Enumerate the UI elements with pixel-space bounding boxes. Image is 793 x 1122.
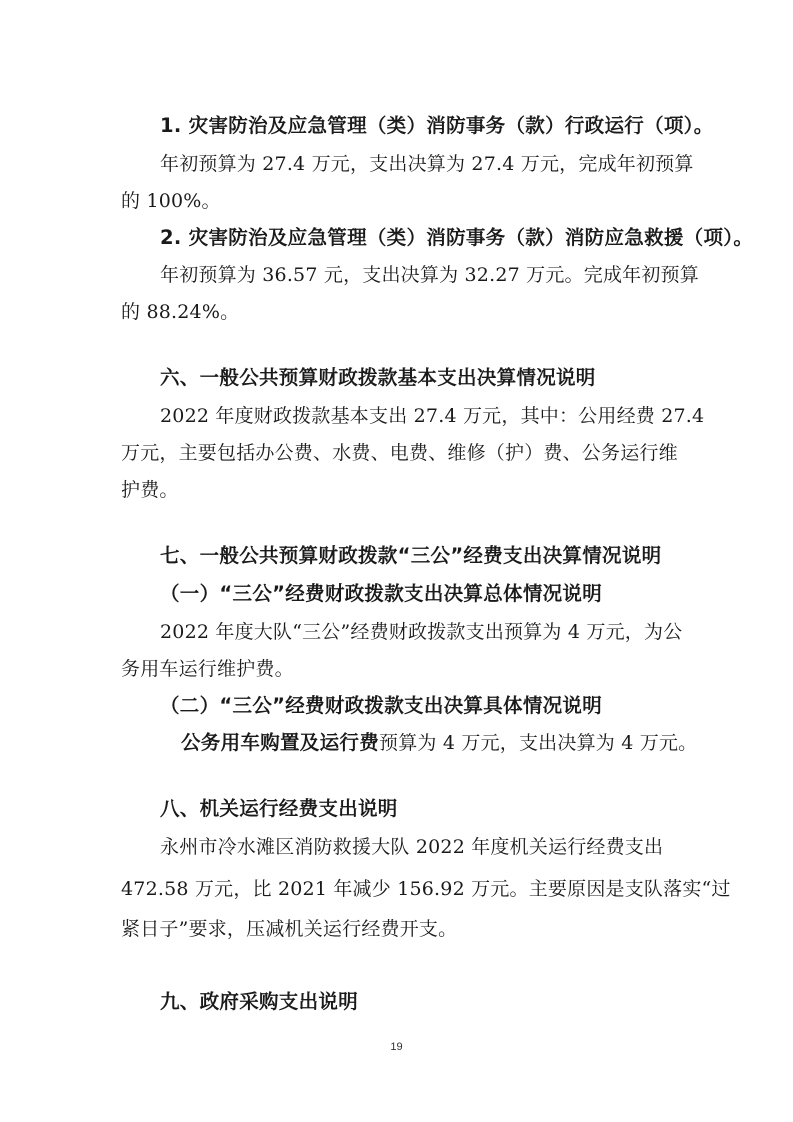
item1-text-line2: 的 100%。 [121,190,221,212]
section7-sub1-heading: （一）“三公”经费财政拨款支出决算总体情况说明 [160,582,603,605]
section7-sub1-text-line1: 2022 年度大队“三公”经费财政拨款支出预算为 4 万元，为公 [160,621,683,643]
section8-heading: 八、机关运行经费支出说明 [160,797,398,820]
page-number: 19 [390,1041,403,1053]
section7-heading: 七、一般公共预算财政拨款“三公”经费支出决算情况说明 [160,544,662,567]
section6-heading: 六、一般公共预算财政拨款基本支出决算情况说明 [160,366,596,389]
section6-text-line3: 护费。 [121,479,179,501]
section8-text-line2: 472.58 万元，比 2021 年减少 156.92 万元。主要原因是支队落实“过 [121,878,731,900]
section6-text-line2: 万元，主要包括办公费、水费、电费、维修（护）费、公务运行维 [121,442,678,464]
vehicle-cost-text: 预算为 4 万元，支出决算为 4 万元。 [379,732,698,754]
vehicle-cost-label: 公务用车购置及运行费 [181,731,380,754]
item1-heading: 1. 灾害防治及应急管理（类）消防事务（款）行政运行（项）。 [160,114,714,137]
section8-text-line1: 永州市冷水滩区消防救援大队 2022 年度机关运行经费支出 [160,836,664,858]
section6-text-line1: 2022 年度财政拨款基本支出 27.4 万元，其中：公用经费 27.4 [160,405,705,427]
section9-heading: 九、政府采购支出说明 [160,990,359,1013]
section7-sub1-text-line2: 务用车运行维护费。 [121,658,294,680]
item2-text-line1: 年初预算为 36.57 元，支出决算为 32.27 万元。完成年初预算 [160,264,699,286]
item2-text-line2: 的 88.24%。 [121,301,240,323]
section7-sub2-text [181,731,697,755]
section7-sub2-heading: （二）“三公”经费财政拨款支出决算具体情况说明 [160,694,603,717]
item1-text-line1: 年初预算为 27.4 万元，支出决算为 27.4 万元，完成年初预算 [160,153,694,175]
section8-text-line3: 紧日子”要求，压减机关运行经费开支。 [121,918,458,940]
item2-heading: 2. 灾害防治及应急管理（类）消防事务（款）消防应急救援（项）。 [160,226,754,249]
